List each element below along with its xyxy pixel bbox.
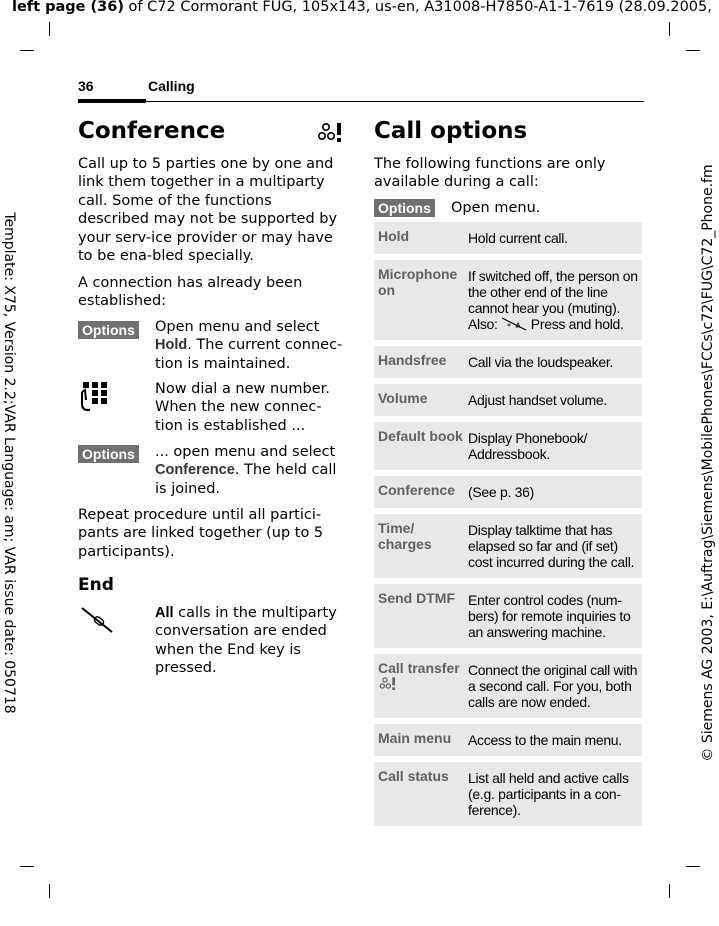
call-options-heading: Call options — [374, 118, 528, 144]
svg-text:*: * — [507, 322, 511, 331]
call-options-table — [374, 222, 642, 832]
option-description: Display talktime that has elapsed so far and (if set) cost incurred during the call. — [468, 522, 635, 570]
crop-mark — [686, 50, 700, 51]
print-header — [12, 0, 712, 15]
call-options-intro: The following functions are only available during a call: — [374, 156, 606, 191]
table-row — [374, 260, 642, 340]
option-description: Call via the loudspeaker. — [468, 354, 614, 370]
options-softkey[interactable] — [78, 320, 139, 339]
print-header-details: of C72 Cormorant FUG, 105x143, us-en, A31008-H7850-A1-1-7619 (28.09.2005, — [123, 0, 712, 15]
option-description: Hold current call. — [468, 230, 568, 246]
header-rule-accent — [78, 99, 146, 103]
step-text: Open menu and select — [155, 319, 320, 335]
conference-precondition: A connection has already been established: — [78, 275, 303, 310]
table-row — [374, 476, 642, 508]
option-name: Hold — [378, 228, 410, 244]
crop-mark — [49, 22, 50, 36]
end-description — [155, 604, 345, 678]
option-name: Send DTMF — [378, 590, 455, 606]
header-rule — [78, 101, 644, 102]
option-description: Connect the original call with a second call. For you, both calls are now ended. — [468, 662, 638, 710]
crop-mark — [20, 50, 34, 51]
open-menu-text: Open menu. — [451, 200, 541, 216]
option-name: Call status — [378, 768, 449, 784]
options-softkey-label: Options — [78, 321, 139, 339]
print-header-page: left page (36) — [12, 0, 124, 15]
option-name: Default book — [378, 428, 463, 444]
option-description-text: If switched off, the person on the other end of the line cannot hear you (muting). Also: — [468, 268, 638, 332]
options-softkey[interactable] — [78, 444, 139, 463]
end-all-word: All — [155, 605, 174, 621]
crop-mark — [20, 866, 34, 867]
option-name — [374, 654, 466, 718]
option-description: Enter control codes (num-bers) for remote inquiries to an answering machine. — [468, 592, 631, 640]
keypad-icon — [80, 382, 110, 412]
options-softkey-label: Options — [374, 199, 435, 217]
table-row — [374, 346, 642, 378]
option-description: Adjust handset volume. — [468, 392, 607, 408]
chapter-title: Calling — [148, 78, 195, 94]
conference-command: Conference — [155, 462, 235, 479]
option-name: Conference — [378, 482, 456, 498]
table-row — [374, 762, 642, 826]
copyright-path: © Siemens AG 2003, E:\Auftrag\Siemens\MobilePhones\FCCs\c72\FUG\C72_Phone.fm — [700, 164, 716, 762]
step-hold — [155, 318, 345, 373]
page-number: 36 — [78, 78, 94, 94]
end-key-icon — [80, 606, 116, 636]
option-description: (See p. 36) — [468, 484, 534, 500]
option-description: List all held and active calls (e.g. participants in a con-ference). — [468, 770, 629, 818]
end-heading: End — [78, 575, 114, 595]
option-description-tail: Press and hold. — [527, 316, 624, 332]
table-row — [374, 584, 642, 648]
step-text: . The current connec-tion is maintained. — [155, 337, 343, 372]
option-name: Volume — [378, 390, 428, 406]
table-row — [374, 724, 642, 756]
star-key-icon — [501, 317, 527, 331]
side-margin-left — [0, 0, 20, 926]
crop-mark — [669, 22, 670, 36]
table-row — [374, 422, 642, 470]
crop-mark — [49, 884, 50, 898]
repeat-instruction: Repeat procedure until all partici-pants are linked together (up to 5 participants). — [78, 507, 324, 560]
crop-mark — [669, 884, 670, 898]
option-name-text: Call transfer — [378, 660, 460, 676]
end-text: calls in the multiparty conversation are ended when the End key is pressed. — [155, 605, 337, 677]
network-service-icon — [318, 121, 346, 145]
side-margin-right — [697, 0, 719, 926]
option-name: Microphone on — [378, 266, 458, 298]
step-dial: Now dial a new number. When the new connec-tion is established ... — [155, 381, 330, 434]
conference-heading: Conference — [78, 118, 226, 144]
crop-mark — [686, 866, 700, 867]
table-row — [374, 654, 642, 718]
template-info: Template: X75, Version 2.2;VAR Language: am; VAR issue date: 050718 — [1, 212, 17, 714]
options-softkey-label: Options — [78, 445, 139, 463]
hold-command: Hold — [155, 337, 188, 354]
option-description — [466, 260, 642, 340]
table-row — [374, 514, 642, 578]
step-text: ... open menu and select — [155, 444, 336, 460]
step-text: . The held call is joined. — [155, 462, 337, 497]
table-row — [374, 384, 642, 416]
step-conference — [155, 443, 347, 498]
conference-intro: Call up to 5 parties one by one and link them together in a multiparty call. Some of the functions described may not be supported by your serv-ice provider or may have to be ena-bled specially. — [78, 156, 338, 265]
option-name: Handsfree — [378, 352, 447, 368]
network-service-icon — [378, 676, 400, 692]
options-softkey[interactable] — [374, 198, 435, 217]
option-name: Time/ charges — [378, 520, 432, 552]
option-description: Access to the main menu. — [468, 732, 622, 748]
table-row — [374, 222, 642, 254]
option-description: Display Phonebook/ Addressbook. — [468, 430, 588, 462]
option-name: Main menu — [378, 730, 452, 746]
